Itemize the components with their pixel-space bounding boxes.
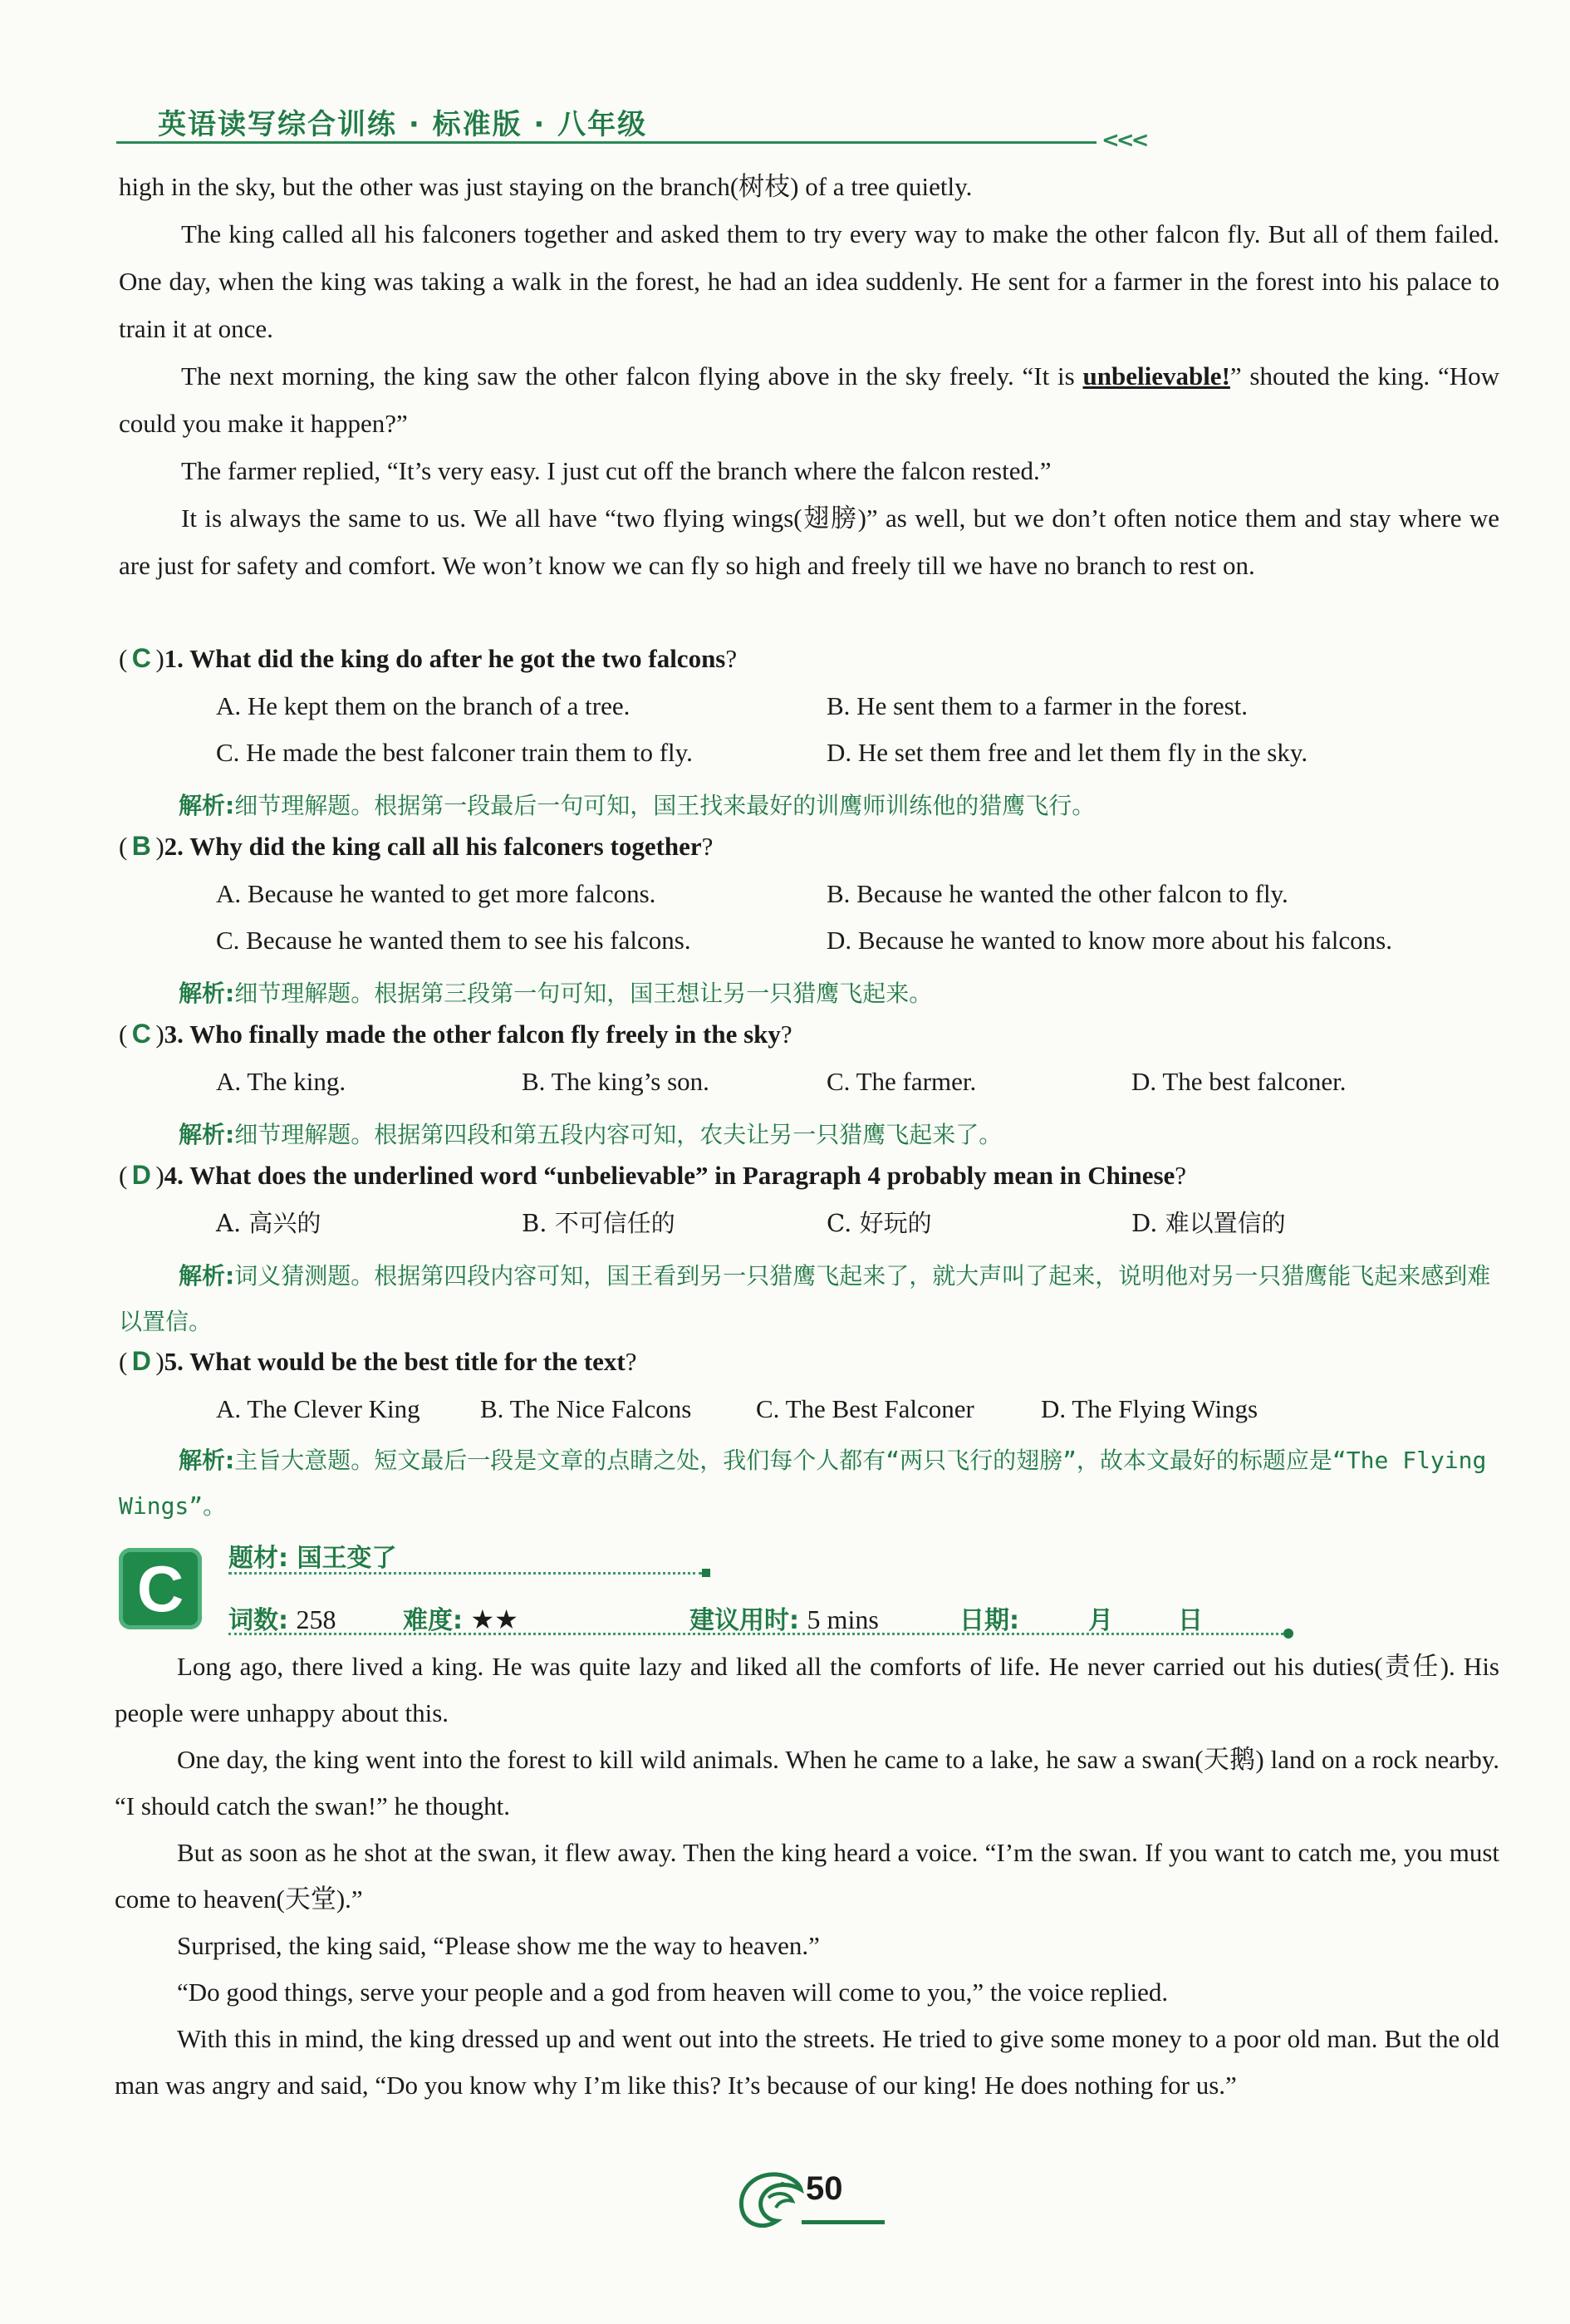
- question-1-text: 1. What did the king do after he got the two falcons: [164, 644, 726, 673]
- word-count: [228, 1599, 336, 1636]
- topic-dotted-rule: [228, 1572, 702, 1575]
- analysis-label: 解析:: [179, 980, 235, 1007]
- question-4-mark: ?: [1175, 1161, 1187, 1190]
- underlined-word: unbelievable!: [1082, 361, 1230, 391]
- q5-option-d: D. The Flying Wings: [1041, 1394, 1258, 1423]
- analysis-text: 主旨大意题。短文最后一段是文章的点睛之处，我们每个人都有“两只飞行的翅膀”，故本文最好的标题应是“The Flying Wings”。: [119, 1447, 1487, 1520]
- passage-c-paragraph-4: Surprised, the king said, “Please show me the way to heaven.”: [177, 1931, 820, 1960]
- difficulty-label: 难度:: [403, 1606, 463, 1635]
- section-c-badge: C: [119, 1548, 202, 1629]
- question-5-text: 5. What would be the best title for the text: [164, 1347, 626, 1376]
- question-3: ( C )3. Who finally made the other falcon fly freely in the sky?: [119, 1019, 792, 1049]
- q4-option-d: D. 难以置信的: [1131, 1209, 1286, 1237]
- analysis-text: 细节理解题。根据第一段最后一句可知，国王找来最好的训鹰师训练他的猎鹰飞行。: [234, 792, 1096, 819]
- passage-c-paragraph-3: But as soon as he shot at the swan, it flew away. Then the king heard a voice. “I’m the swan. If you want to catch me, you must come to heaven(天堂).”: [115, 1838, 1499, 1914]
- month-field: [1088, 1599, 1113, 1636]
- analysis-text: 词义猜测题。根据第四段内容可知，国王看到另一只猎鹰飞起来了，就大声叫了起来，说明他对另一只猎鹰能飞起来感到难以置信。: [119, 1262, 1491, 1335]
- topic-line: [228, 1537, 396, 1574]
- date-label: 日期:: [959, 1606, 1019, 1635]
- analysis-label: 解析:: [179, 792, 235, 819]
- question-3-text: 3. Who finally made the other falcon fly freely in the sky: [164, 1020, 781, 1049]
- page-header: [116, 90, 1163, 153]
- word-count-value: 258: [296, 1604, 336, 1634]
- q1-analysis: [179, 783, 1499, 828]
- q3-option-d: D. The best falconer.: [1131, 1067, 1347, 1096]
- answer-5: D: [131, 1346, 151, 1376]
- q4-option-b: B. 不可信任的: [522, 1209, 675, 1237]
- day-label: 日: [1178, 1606, 1203, 1635]
- q5-option-a: A. The Clever King: [216, 1394, 420, 1423]
- q1-option-d: D. He set them free and let them fly in the sky.: [827, 738, 1308, 767]
- question-2-mark: ?: [701, 832, 714, 861]
- passage-c-paragraph-2: One day, the king went into the forest to kill wild animals. When he came to a lake, he saw a swan(天鹅) land on a rock nearby. “I should catch the swan!” he thought.: [115, 1745, 1499, 1820]
- analysis-label: 解析:: [179, 1447, 235, 1474]
- answer-4: D: [131, 1160, 151, 1190]
- q1-option-b: B. He sent them to a farmer in the forest.: [827, 691, 1249, 720]
- q4-analysis: [119, 1253, 1499, 1344]
- q2-option-b: B. Because he wanted the other falcon to fly.: [827, 879, 1288, 908]
- q4-option-a: A. 高兴的: [216, 1209, 321, 1237]
- q3-analysis: [179, 1112, 1499, 1157]
- difficulty: [403, 1599, 518, 1636]
- meta-dotted-rule: [228, 1633, 1283, 1635]
- square-dot-icon: [702, 1569, 710, 1577]
- round-dot-icon: [1283, 1629, 1293, 1639]
- analysis-label: 解析:: [179, 1262, 235, 1290]
- answer-1: C: [131, 643, 151, 673]
- question-5: ( D )5. What would be the best title for the text?: [119, 1346, 637, 1376]
- month-label: 月: [1088, 1606, 1113, 1635]
- q1-option-a: A. He kept them on the branch of a tree.: [216, 691, 630, 720]
- q1-option-c: C. He made the best falconer train them to fly.: [216, 738, 693, 767]
- question-2: ( B )2. Why did the king call all his falconers together?: [119, 831, 714, 861]
- topic-label: 题材:: [228, 1544, 288, 1573]
- passage-b: [119, 163, 1499, 589]
- question-2-text: 2. Why did the king call all his falconers together: [164, 832, 702, 861]
- q3-option-c: C. The farmer.: [827, 1067, 977, 1096]
- q2-option-c: C. Because he wanted them to see his falcons.: [216, 926, 691, 955]
- passage-b-paragraph-0: high in the sky, but the other was just staying on the branch(树枝) of a tree quietly.: [119, 172, 973, 201]
- day-field: [1178, 1599, 1203, 1636]
- question-4: ( D )4. What does the underlined word “unbelievable” in Paragraph 4 probably mean in Chinese?: [119, 1160, 1187, 1190]
- passage-c-paragraph-1: Long ago, there lived a king. He was quite lazy and liked all the comforts of life. He never carried out his duties(责任). His people were unhappy about this.: [115, 1652, 1499, 1727]
- page-number: 50: [806, 2170, 843, 2207]
- passage-c-paragraph-5: “Do good things, serve your people and a god from heaven will come to you,” the voice replied.: [177, 1978, 1169, 2007]
- q5-analysis: [119, 1437, 1499, 1529]
- question-1: ( C )1. What did the king do after he got the two falcons?: [119, 643, 738, 673]
- header-rule: [116, 141, 1097, 144]
- time-label: 建议用时:: [689, 1606, 799, 1635]
- topic-value: 国王变了: [297, 1544, 397, 1573]
- q3-option-b: B. The king’s son.: [522, 1067, 709, 1096]
- time-value: 5 mins: [807, 1604, 879, 1634]
- passage-b-paragraph-2: [119, 352, 1499, 447]
- q4-option-c: C. 好玩的: [827, 1209, 932, 1237]
- passage-b-paragraph-3: The farmer replied, “It’s very easy. I just cut off the branch where the falcon rested.”: [181, 456, 1052, 485]
- header-arrows-icon: <<<: [1101, 128, 1146, 153]
- analysis-label: 解析:: [179, 1121, 235, 1148]
- analysis-text: 细节理解题。根据第三段第一句可知，国王想让另一只猎鹰飞起来。: [234, 980, 933, 1007]
- p2-before: The next morning, the king saw the other falcon flying above in the sky freely. “It is: [181, 361, 1083, 391]
- answer-2: B: [131, 831, 151, 861]
- passage-b-paragraph-1: The king called all his falconers together and asked them to try every way to make the other falcon fly. But all of them failed. One day, when the king was taking a walk in the forest, he had an idea suddenly. He sent for a farmer in the forest into his palace to train it at once.: [119, 219, 1499, 343]
- question-1-mark: ?: [725, 644, 738, 673]
- difficulty-stars: ★★: [470, 1604, 518, 1634]
- q5-option-b: B. The Nice Falcons: [480, 1394, 692, 1423]
- question-3-mark: ?: [780, 1020, 792, 1049]
- answer-3: C: [131, 1019, 151, 1049]
- q5-option-c: C. The Best Falconer: [756, 1394, 974, 1423]
- dolphin-logo-icon: [731, 2164, 806, 2239]
- analysis-text: 细节理解题。根据第四段和第五段内容可知，农夫让另一只猎鹰飞起来了。: [234, 1121, 1003, 1148]
- q3-option-a: A. The king.: [216, 1067, 346, 1096]
- p2-after: ” shouted the king. “How could you make it happen?”: [119, 361, 1500, 438]
- q2-option-a: A. Because he wanted to get more falcons.: [216, 879, 656, 908]
- book-title: 英语读写综合训练 · 标准版 · 八年级: [158, 108, 648, 141]
- question-5-mark: ?: [625, 1347, 637, 1376]
- suggested-time: [689, 1599, 879, 1636]
- q2-option-d: D. Because he wanted to know more about his falcons.: [827, 926, 1392, 955]
- date-field: [959, 1599, 1019, 1636]
- question-4-text: 4. What does the underlined word “unbelievable” in Paragraph 4 probably mean in Chinese: [164, 1161, 1175, 1190]
- q2-analysis: [179, 970, 1499, 1016]
- passage-c: [115, 1644, 1499, 2109]
- word-count-label: 词数:: [228, 1606, 288, 1635]
- page-number-rule: [802, 2220, 885, 2224]
- passage-c-paragraph-6: With this in mind, the king dressed up and went out into the streets. He tried to give some money to a poor old man. But the old man was angry and said, “Do you know why I’m like this? It’s because of our king! He does nothing for us.”: [115, 2024, 1499, 2100]
- passage-b-paragraph-4: It is always the same to us. We all have “two flying wings(翅膀)” as well, but we don’t often notice them and stay where we are just for safety and comfort. We won’t know we can fly so high and freely till we have no branch to rest on.: [119, 504, 1499, 580]
